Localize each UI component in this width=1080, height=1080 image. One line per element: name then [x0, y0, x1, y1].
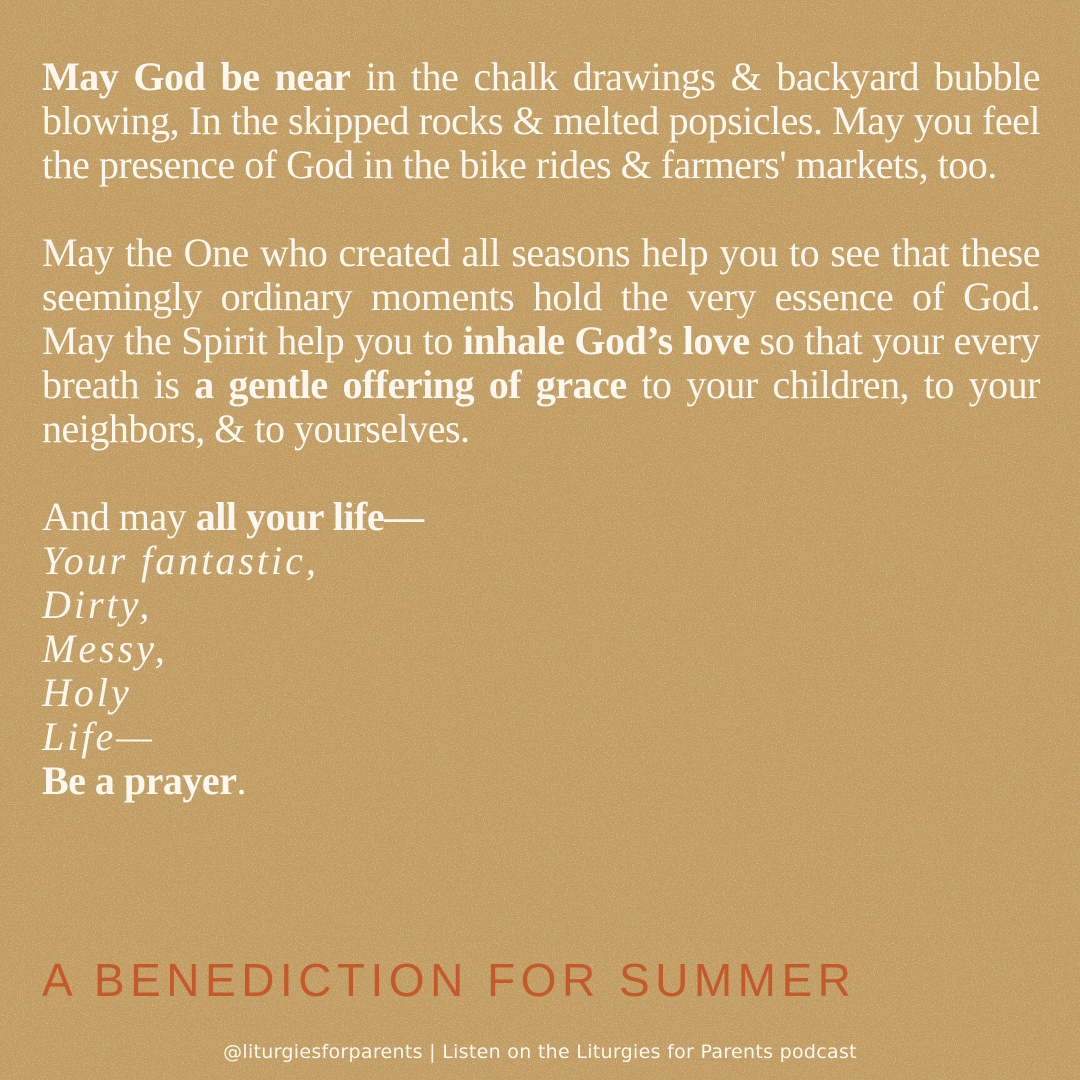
- benediction-text: [42, 55, 1040, 803]
- paragraph-1: [42, 55, 1040, 187]
- paragraph-3: [42, 495, 1040, 803]
- paragraph-2-text-1: May the One who created all seasons help you to see that these seemingly ordinary moments hold the very essence of God. May the Spirit help you to: [42, 230, 1040, 363]
- paragraph-2-text-3: to your children, to your neighbors, & to yourselves.: [42, 362, 1041, 451]
- litany-line: Dirty,: [42, 582, 153, 627]
- bold-phrase-god-near: May God be near: [42, 54, 351, 99]
- litany-line: Life—: [42, 714, 155, 759]
- bold-phrase-all-your-life: all your life—: [195, 494, 424, 539]
- paragraph-1-text: in the chalk drawings & backyard bubble blowing, In the skipped rocks & melted popsicles. May you feel the presence of God in the bike rides & farmers' markets, too.: [42, 54, 1040, 187]
- litany-line: Messy,: [42, 626, 168, 671]
- closing-period: .: [236, 758, 246, 803]
- paragraph-2-text-2: so that your every breath is: [42, 318, 1040, 407]
- bold-phrase-offering: a gentle offering of grace: [194, 362, 627, 407]
- page-title: A BENEDICTION FOR SUMMER: [42, 954, 857, 1006]
- litany-line: Your fantastic,: [42, 538, 319, 583]
- bold-phrase-inhale: inhale God’s love: [462, 318, 750, 363]
- footer-credit: @liturgiesforparents | Listen on the Liturgies for Parents podcast: [223, 1041, 857, 1063]
- closing-lead-text: And may: [42, 494, 196, 539]
- litany-line: Holy: [42, 670, 132, 715]
- bold-phrase-be-a-prayer: Be a prayer: [42, 758, 237, 803]
- closing-lead-line: [42, 495, 1040, 539]
- paragraph-2: [42, 231, 1040, 451]
- closing-line: [42, 759, 1040, 803]
